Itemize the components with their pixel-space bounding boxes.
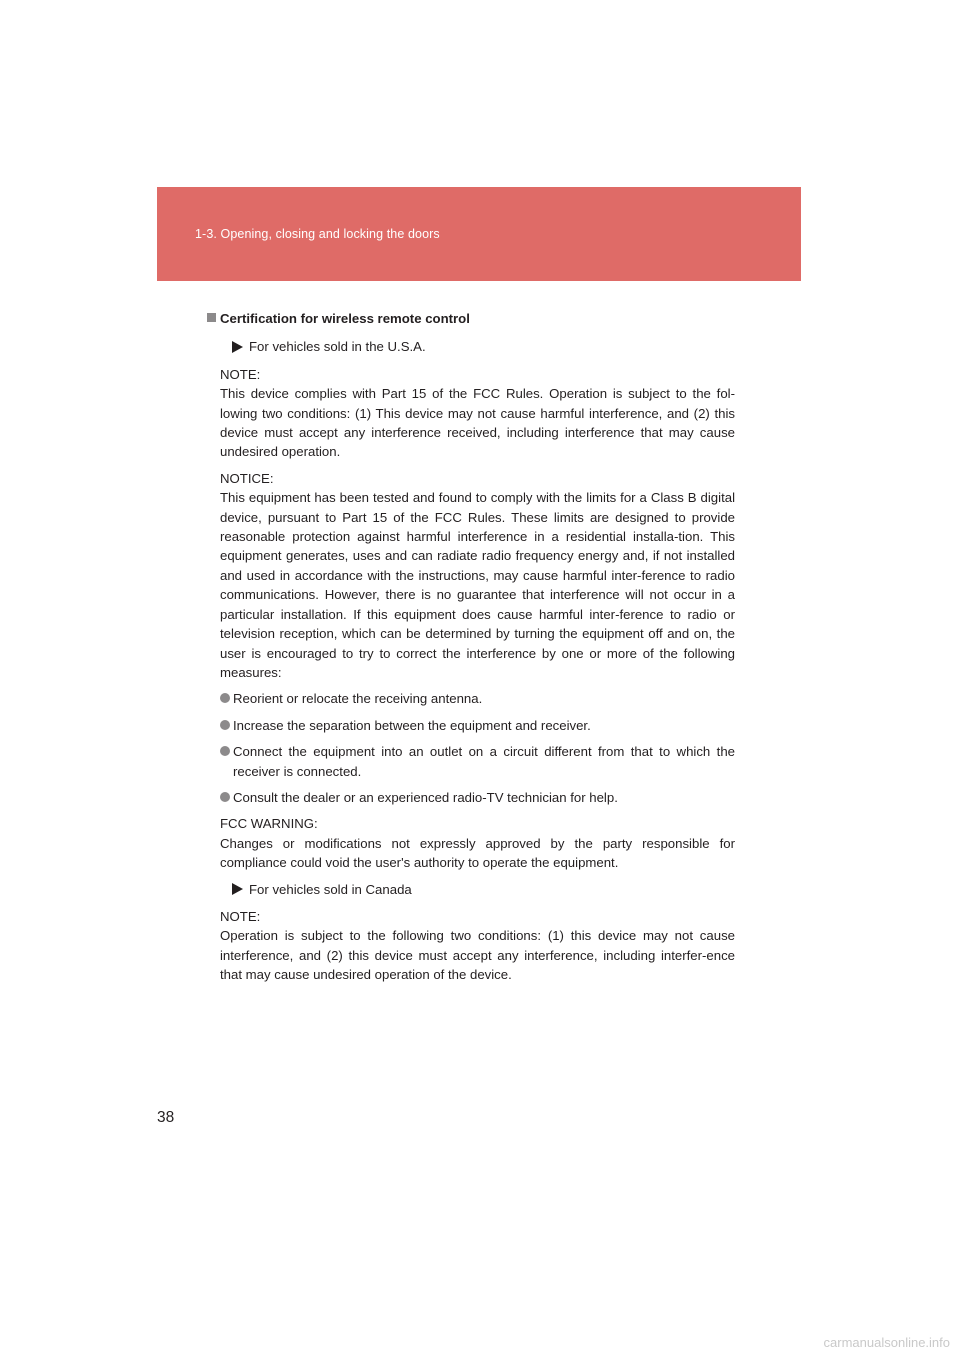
circle-bullet-icon [220,792,230,802]
measure-text: Consult the dealer or an experienced radio-TV technician for help. [233,789,618,805]
arrow-right-icon [232,341,243,353]
measure-text: Increase the separation between the equipment and receiver. [233,717,591,733]
region-canada-label: For vehicles sold in Canada [249,881,412,897]
section-title: 1-3. Opening, closing and locking the doors [195,227,440,241]
measure-item [220,742,735,781]
measure-item [220,689,735,708]
region-canada [220,880,735,899]
circle-bullet-icon [220,746,230,756]
heading-text: Certification for wireless remote control [220,311,470,326]
usa-note-label: NOTE: [220,366,261,382]
circle-bullet-icon [220,693,230,703]
circle-bullet-icon [220,720,230,730]
section-header-band [157,187,801,281]
watermark: carmanualsonline.info [823,1335,950,1350]
canada-note-text: Operation is subject to the following two conditions: (1) this device may not cause interference, and (2) this device must accept any interference, including interfer-ence that may cause undesired operation of the device. [220,928,735,983]
region-usa [220,337,735,356]
usa-note-text: This device complies with Part 15 of the FCC Rules. Operation is subject to the fol-lowing two conditions: (1) This device may not cause harmful interference, and (2) this device must accept any interference received, including interference that may cause undesired operation. [220,386,735,460]
usa-notice-text: This equipment has been tested and found to comply with the limits for a Class B digital device, pursuant to Part 15 of the FCC Rules. These limits are designed to provide reasonable protection against harmful interference in a residential installa-tion. This equipment generates, uses and can radiate radio frequency energy and, if not installed and used in accordance with the instructions, may cause harmful inter-ference to radio communications. However, there is no guarantee that interference will not occur in a particular installation. If this equipment does cause harmful inter-ference to radio or television reception, which can be determined by turning the equipment off and on, the user is encouraged to try to correct the interference by one or more of the following measures: [220,490,735,680]
fcc-warning-label: FCC WARNING: [220,816,318,832]
canada-note-label: NOTE: [220,908,261,924]
square-bullet-icon [207,313,216,322]
usa-notice-label: NOTICE: [220,470,274,486]
region-usa-label: For vehicles sold in the U.S.A. [249,339,426,355]
arrow-right-icon [232,883,243,895]
measure-text: Connect the equipment into an outlet on a circuit different from that to which the receiver is connected. [233,744,735,779]
page-content [220,309,735,992]
measure-text: Reorient or relocate the receiving antenna. [233,691,483,707]
fcc-warning-text: Changes or modifications not expressly approved by the party responsible for compliance could void the user's authority to operate the equipment. [220,835,735,871]
certification-heading [220,309,735,328]
measure-item [220,788,735,807]
measure-item [220,716,735,735]
page-number: 38 [157,1109,175,1126]
